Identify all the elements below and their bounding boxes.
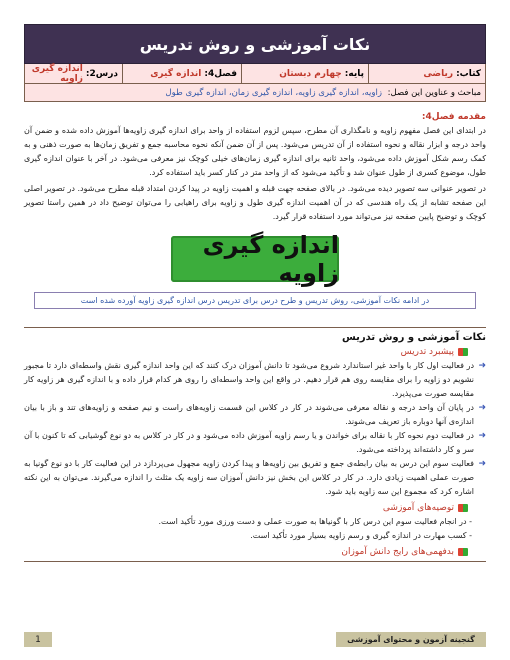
intro-paragraph-2: در تصویر عنوانی سه تصویر دیده می‌شود. در بالای صفحه جهت قبله و اهمیت زاویه در پیدا کردن امتداد قبله مطرح می‌شود. در تصویر اصلی این صفحه تشابه از یک راه هندسی که در آن اهمیت اندازه گیری طول و زاویه برای راهیابی را می‌توان توضیح داد در همین راستا تصویر کوچک و توضیح پایین صفحه نیز می‌تواند مورد استفاده قرار گیرد. — [24, 184, 486, 221]
prereq-heading — [24, 347, 468, 357]
intro-title: مقدمه فصل4: — [421, 112, 486, 122]
footer-caption: گنجینه آزمون و محتوای آموزشی — [336, 632, 486, 647]
chapter-label: فصل4: — [204, 68, 237, 79]
misconceptions-title: بدفهمی‌های رایج دانش آموزان — [341, 547, 454, 557]
tips-title: نکات آموزشی و روش تدریس — [341, 332, 486, 343]
lesson-banner: اندازه گیری زاویه — [171, 236, 339, 282]
topics-value: زاویه، اندازه گیری زاویه، اندازه گیری زمان، اندازه گیری طول — [165, 87, 382, 98]
flag-icon — [458, 548, 468, 556]
banner-wrap — [24, 231, 486, 287]
lesson-value: اندازه گیری زاویه — [31, 63, 83, 84]
page — [24, 24, 486, 562]
list-item — [24, 457, 486, 499]
list-item — [24, 359, 486, 401]
book-label: کتاب: — [456, 68, 481, 79]
arrow-icon: ➜ — [478, 361, 486, 371]
recommend-item: - در انجام فعالیت سوم این درس کار با گونیاها به صورت عملی و دست ورزی مورد تأکید است. — [158, 517, 472, 526]
misconceptions-heading — [24, 547, 468, 557]
list-item-text: در فعالیت دوم نحوه کار با نقاله برای خواندن و یا رسم زاویه آموزش داده می‌شود و در کار در کلاس به دو نوع گوشیابی که تا کنون با آن سر و کار داشته‌اند پرداخته می‌شود. — [24, 431, 474, 454]
book-cell — [368, 64, 485, 83]
flag-icon — [458, 348, 468, 356]
page-number: 1 — [24, 632, 52, 647]
recommend-item: - کسب مهارت در اندازه گیری و رسم زاویه بسیار مورد تأکید است. — [250, 531, 472, 540]
note-box: در ادامه نکات آموزشی، روش تدریس و طرح درس برای تدریس درس اندازه گیری زاویه آورده شده است — [34, 292, 476, 309]
lesson-cell — [25, 64, 122, 83]
list-item-text: فعالیت سوم این درس به بیان رابطه‌ی جمع و تفریق بین زاویه‌ها و پیدا کردن زاویه مجهول می‌پردازد در این فعالیت کار با دو نوع گونیا به صورت عملی اهمیت زیادی دارد. در کار در کلاس این بخش نیز دانش آموزان سه زاویه یک مثلث را اندازه می‌گیرند. می‌توان به این نکته اشاره کرد که مجموع این سه زاویه باید شود. — [24, 459, 474, 496]
tips-section — [24, 327, 486, 562]
topics-row — [24, 84, 486, 102]
list-item-text: در پایان آن واحد درجه و نقاله معرفی می‌شوند در کار در کلاس این قسمت زاویه‌های راست و نیم صفحه و زاویه‌های تند و باز با بیان اندازه‌ی آنها دوباره باز تعریف می‌شوند. — [24, 403, 474, 426]
list-item-text: در فعالیت اول کار با واحد غیر استاندارد شروع می‌شود تا دانش آموزان درک کنند که این واحد اندازه گیری نقش واسطه‌ای دارد تا مجبور نشویم دو زاویه را برای مقایسه روی هم قرار دهیم. در واقع این واحد واسطه‌ای را روی هر کدام قرار داده و با اندازه گیری هر زاویه کار مقایسه صورت می‌پذیرد. — [24, 361, 474, 398]
chapter-cell — [122, 64, 241, 83]
book-value: ریاضی — [423, 68, 454, 79]
recommend-title: توصیه‌های آموزشی — [382, 503, 454, 513]
footer-spacer — [52, 632, 336, 647]
arrow-icon: ➜ — [478, 431, 486, 441]
prereq-title: پیشبرد تدریس — [400, 347, 454, 357]
grade-value: چهارم دبستان — [279, 68, 342, 79]
page-title: نکات آموزشی و روش تدریس — [24, 24, 486, 64]
list-item — [24, 429, 486, 457]
arrow-icon: ➜ — [478, 403, 486, 413]
intro-paragraph-1: در ابتدای این فصل مفهوم زاویه و نامگذاری آن مطرح، سپس لزوم استفاده از واحد برای اندازه گیری زاویه‌ها آموزش داده شده و ضمن آن واحد درجه و ابزار نقاله و نحوه استفاده از آن تدریس می‌شود. پس از آن ضمن آنکه نحوه محاسبه جمع و تفریق زمان‌ها به صورت ذهنی و به کمک رسم شکل آموزش داده می‌شود، واحد ثانیه برای اندازه گیری زمان‌های خیلی کوچک نیز معرفی می‌شود. در آخر با عنوان اندازه گیری طول، موضوع کسری از طول عنوان شد و تأکید می‌شود که از واحد متر در کنار کسر باید استفاده کرد. — [24, 126, 486, 177]
page-footer — [24, 632, 486, 647]
arrow-icon: ➜ — [478, 459, 486, 469]
grade-label: پایه: — [344, 68, 364, 79]
flag-icon — [458, 504, 468, 512]
lesson-label: درس2: — [85, 68, 118, 79]
grade-cell — [241, 64, 368, 83]
list-item — [24, 401, 486, 429]
info-row — [24, 64, 486, 84]
topics-label: مباحث و عناوین این فصل: — [387, 87, 481, 98]
recommend-heading — [24, 503, 468, 513]
chapter-value: اندازه گیری — [150, 68, 202, 79]
